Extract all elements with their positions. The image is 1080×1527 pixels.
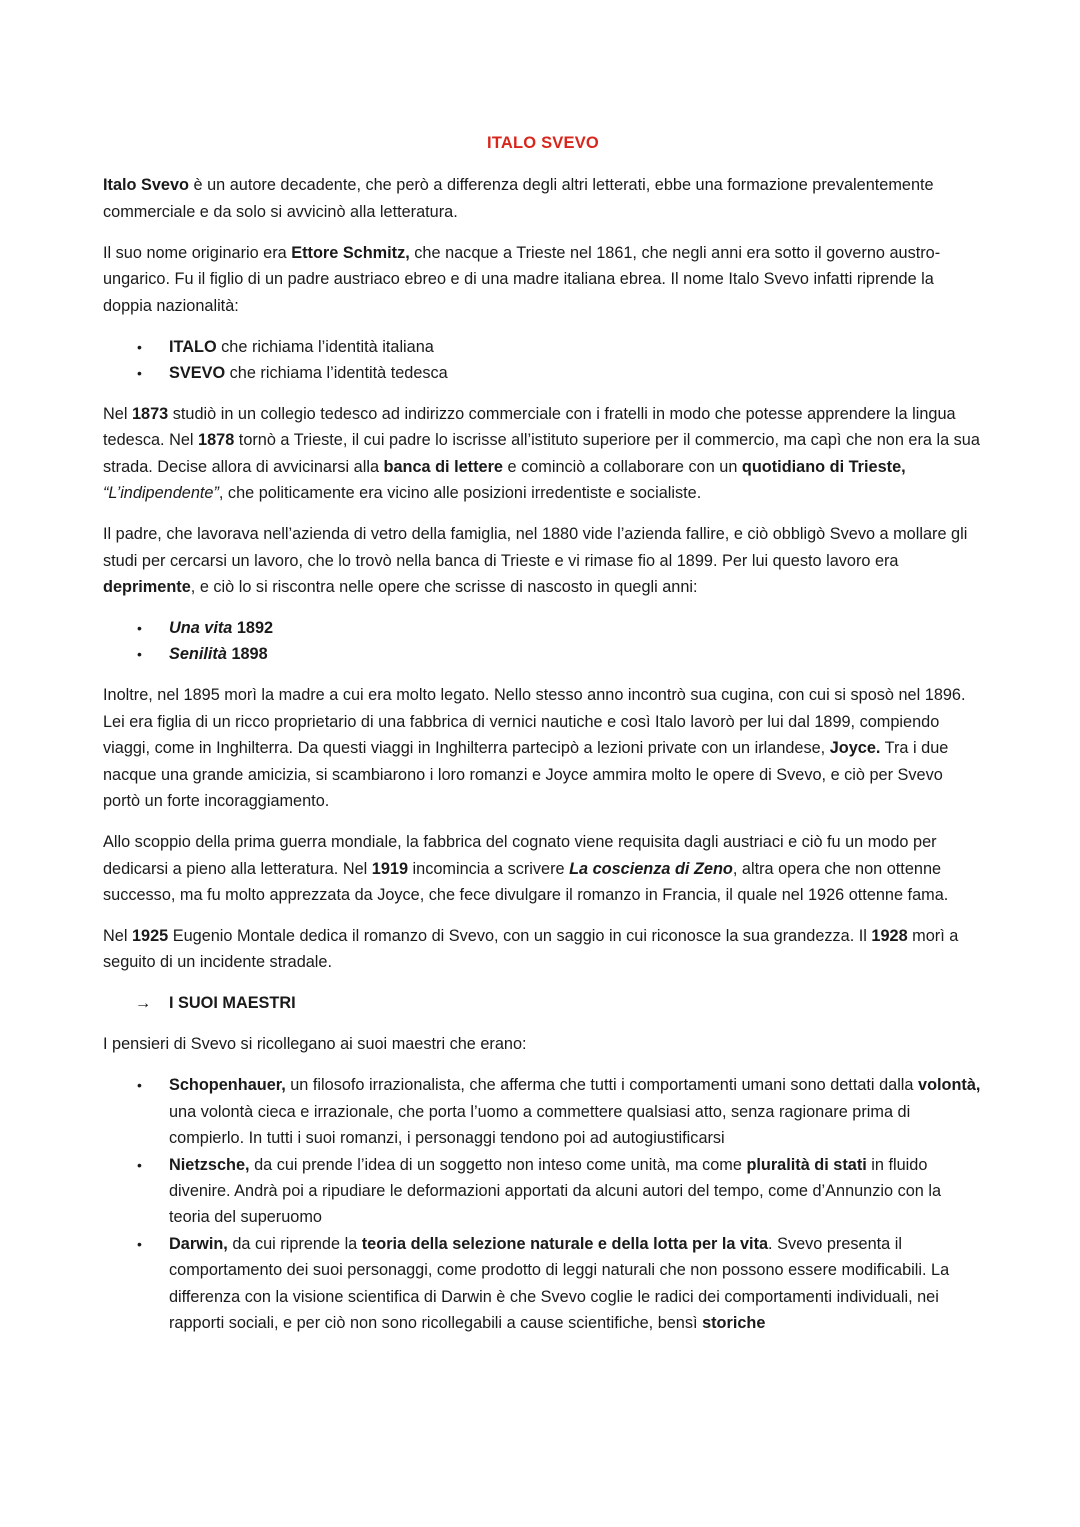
body-text: , e ciò lo si riscontra nelle opere che scrisse di nascosto in quegli anni: (190, 578, 698, 597)
body-text: , altra opera che non ottenne successo, ma fu molto apprezzata da Joyce, che fece divulgare il romanzo in Francia, il quale nel 1926 ottenne fama. (103, 859, 949, 904)
body-text: Tra i due nacque una grande amicizia, si scambiarono i loro romanzi e Joyce ammira molto le opere di Svevo, e ciò per Svevo portò un forte incoraggiamento. (103, 739, 949, 811)
bold-text: Joyce. (829, 739, 881, 758)
body-text: Nel (103, 405, 132, 424)
document-title: ITALO SVEVO (487, 134, 599, 152)
body-text: che richiama l’identità tedesca (225, 364, 448, 383)
body-text: incomincia a scrivere (408, 859, 570, 878)
paragraph-montale (103, 923, 983, 976)
body-text: in fluido divenire. Andrà poi a ripudiare le deformazioni apportati da alcuni autori del tempo, come d’Annunzio con la teoria del superuomo (169, 1155, 942, 1227)
bold-text: 1898 (226, 645, 268, 664)
bold-text: teoria della selezione naturale e della lotta per la vita (361, 1234, 769, 1253)
list-item (103, 641, 983, 667)
list-item (103, 1231, 983, 1337)
bold-italic-text: La coscienza di Zeno (569, 859, 733, 878)
body-text: Inoltre, nel 1895 morì la madre a cui era molto legato. Nello stesso anno incontrò sua cugina, con cui si sposò nel 1896. Lei era figlia di un ricco proprietario di una fabbrica di vernici nautiche e così Italo lavorò per lui dal 1899, compiendo viaggi, come in Inghilterra. Da questi viaggi in Inghilterra partecipò a lezioni private con un irlandese, (103, 686, 966, 758)
bullet-icon: • (137, 365, 142, 382)
bold-text: 1892 (232, 619, 274, 638)
bold-text: Ettore Schmitz, (291, 243, 410, 262)
body-text: morì a seguito di un incidente stradale. (103, 926, 959, 972)
body-text: un filosofo irrazionalista, che afferma che tutti i comportamenti umani sono dettati dalla (285, 1076, 919, 1095)
document-page (103, 130, 983, 1351)
paragraph-marriage (103, 682, 983, 814)
paragraph-work (103, 521, 983, 600)
bold-text: Nietzsche, (169, 1155, 250, 1174)
bold-italic-text: Senilità (169, 645, 227, 664)
body-text: e cominciò a collaborare con un (502, 457, 742, 476)
body-text: Allo scoppio della prima guerra mondiale, la fabbrica del cognato viene requisita dagli austriaci e ciò fu un modo per dedicarsi a pieno alla letteratura. Nel (103, 833, 937, 878)
body-text: che richiama l’identità italiana (216, 337, 434, 356)
list-works (103, 615, 983, 668)
body-text: tornò a Trieste, il cui padre lo iscrisse all’istituto superiore per il commercio, ma capì che non era la sua strada. Decise allora di avvicinarsi alla (103, 431, 980, 476)
bullet-icon: • (137, 1156, 142, 1173)
section-heading-text: I SUOI MAESTRI (169, 994, 296, 1013)
list-masters (103, 1072, 983, 1336)
body-text: Il padre, che lavorava nell’azienda di vetro della famiglia, nel 1880 vide l’azienda fallire, e ciò obbligò Svevo a mollare gli studi per cercarsi un lavoro, che lo trovò nella banca di Trieste e vi rimase fio al 1899. Per lui questo lavoro era (103, 525, 968, 570)
bold-text: 1925 (131, 926, 169, 945)
list-item (103, 1072, 983, 1151)
bold-text: volontà, (918, 1076, 981, 1095)
body-text: da cui prende l’idea di un soggetto non inteso come unità, ma come (249, 1155, 747, 1174)
bold-text: 1919 (371, 859, 409, 878)
list-item (103, 334, 983, 360)
paragraph-masters-intro: I pensieri di Svevo si ricollegano ai suoi maestri che erano: (103, 1035, 527, 1054)
list-item (103, 615, 983, 641)
italic-text: “L’indipendente” (103, 484, 219, 503)
bold-text: SVEVO (169, 364, 226, 383)
paragraph-education (103, 401, 983, 507)
bold-text: Darwin, (169, 1234, 228, 1253)
bold-text: 1873 (131, 405, 169, 424)
paragraph-intro (103, 172, 983, 225)
body-text: studiò in un collegio tedesco ad indirizzo commerciale con i fratelli in modo che potesse apprendere la lingua tedesca. Nel (103, 405, 956, 450)
list-item (103, 1152, 983, 1231)
body-text: da cui riprende la (227, 1234, 362, 1253)
bold-text: storiche (702, 1313, 766, 1332)
bold-text: quotidiano di Trieste, (741, 457, 906, 476)
bold-text: ITALO (169, 337, 217, 356)
body-text: che nacque a Trieste nel 1861, che negli anni era sotto il governo austro-ungarico. Fu il figlio di un padre austriaco ebreo e di una madre italiana ebrea. Il nome Italo Svevo infatti riprende la doppia nazionalità: (103, 243, 941, 315)
bold-text: Schopenhauer, (169, 1076, 286, 1095)
body-text: Il suo nome originario era (103, 243, 292, 262)
body-text: è un autore decadente, che però a differenza degli altri letterati, ebbe una formazione prevalentemente commerciale e da solo si avvicinò alla letteratura. (103, 176, 934, 221)
bullet-icon: • (137, 338, 142, 355)
bold-text: Italo Svevo (103, 176, 189, 195)
body-text: Nel (103, 926, 132, 945)
bold-text: 1878 (198, 431, 235, 450)
paragraph-origin (103, 240, 983, 319)
bold-text: deprimente (103, 578, 191, 597)
list-nationality (103, 334, 983, 387)
list-item (103, 360, 983, 386)
bullet-icon: • (137, 646, 142, 663)
bullet-icon: • (137, 620, 142, 637)
body-text: Eugenio Montale dedica il romanzo di Svevo, con un saggio in cui riconosce la sua grandezza. Il (168, 926, 872, 945)
bold-text: banca di lettere (383, 457, 503, 476)
body-text: una volontà cieca e irrazionale, che porta l’uomo a commettere qualsiasi atto, senza ragionare prima di compierlo. In tutti i suoi romanzi, i personaggi tendono poi ad autogiustificarsi (169, 1102, 911, 1148)
bullet-icon: • (137, 1077, 142, 1094)
bold-text: 1928 (871, 926, 908, 945)
section-heading (103, 990, 983, 1016)
bold-text: pluralità di stati (746, 1155, 867, 1174)
bullet-icon: • (137, 1235, 142, 1252)
bold-italic-text: Una vita (169, 619, 233, 638)
paragraph-war (103, 829, 983, 908)
body-text: , che politicamente era vicino alle posizioni irredentiste e socialiste. (218, 484, 702, 503)
arrow-right-icon: → (135, 994, 152, 1013)
body-text: . Svevo presenta il comportamento dei suoi personaggi, come prodotto di leggi naturali che non possono essere modificabili. La differenza con la visione scientifica di Darwin è che Svevo coglie le radici dei comportamenti individuali, nei rapporti sociali, e per ciò non sono ricollegabili a cause scientifiche, bensì (169, 1234, 950, 1332)
